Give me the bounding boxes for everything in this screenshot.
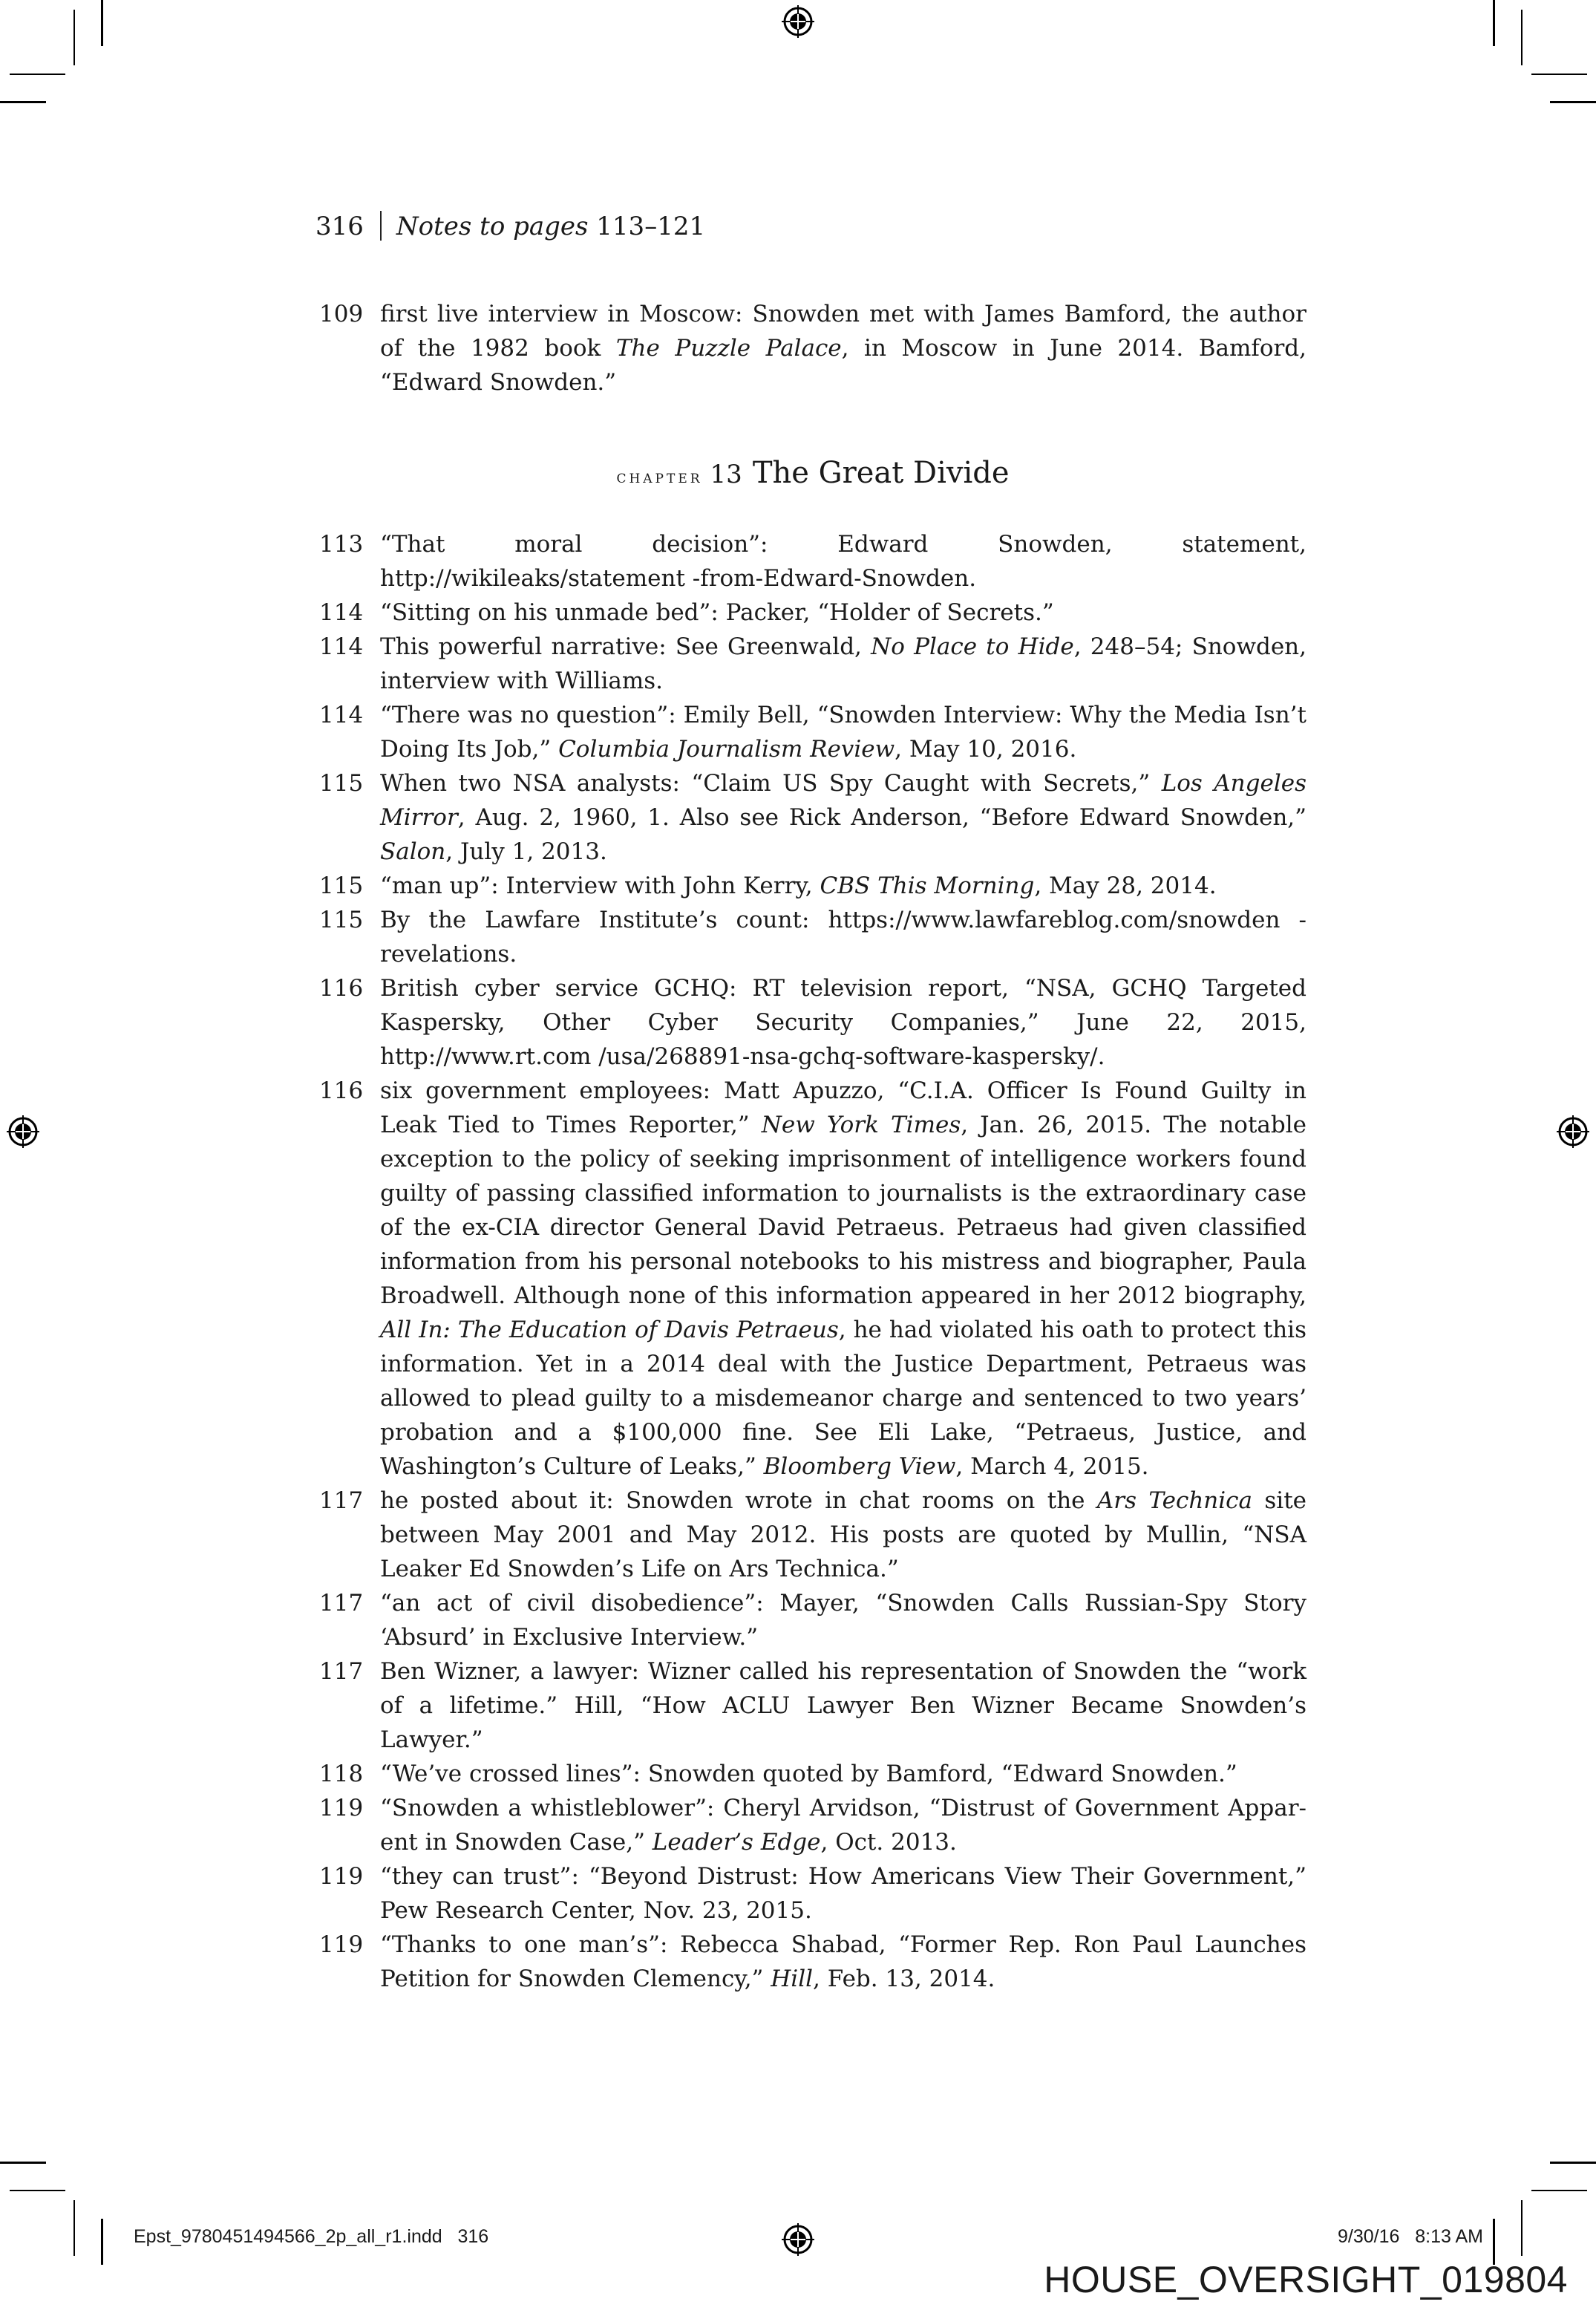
slug-datetime: 9/30/16 8:13 AM [1338,2226,1483,2247]
note-text-segment: , he had violated his oath to protect this information. Yet in a 2014 deal with the Justice Department, Petraeus was allowed to plead guilty to a misdemeanor charge and sentenced to two years’ probation and a $100,000 fine. See Eli Lake, “Petraeus, Justice, and Washington’s Culture of Leaks,” [380,1317,1306,1480]
italic-title: The Puzzle Palace [615,335,842,362]
note-text-segment: When two NSA analysts: “Claim US Spy Caught with Secrets,” [380,770,1162,797]
italic-title: Ars Technica [1096,1487,1253,1514]
chapter-label: chapter [616,466,703,487]
running-head [315,209,705,244]
note-text [380,1859,1306,1928]
note-page-number: 113 [319,531,364,558]
note-entry [319,297,1306,399]
note-text-segment: “We’ve crossed lines”: Snowden quoted by Bamford, “Edward Snowden.” [380,1761,1237,1787]
note-page-number: 119 [319,1795,364,1821]
italic-title: Columbia Journalism Review [558,736,895,763]
note-text [380,766,1306,869]
crop-mark-tr-v-outer [1493,0,1495,46]
crop-mark-tl-h-outer [0,101,46,103]
note-page-number: 119 [319,1863,364,1890]
running-head-range: 113–121 [588,212,706,241]
italic-title: Hill [771,1966,814,1992]
crop-mark-tl-h-inner [10,74,65,75]
italic-title: New York Times [761,1112,961,1138]
note-text [380,1757,1306,1791]
note-text-segment: six government employees: Matt Apuzzo, “C.I.A. Officer Is Found Guilty in Leak Tied to Times Reporter,” [380,1077,1306,1138]
note-page-number: 115 [319,907,364,933]
running-head-title: Notes to pages [396,212,589,241]
note-page-number: 114 [319,633,364,660]
crop-mark-tr-v-inner [1521,10,1523,65]
note-text-segment: “man up”: Interview with John Kerry, [380,872,820,899]
note-text-segment: , March 4, 2015. [955,1453,1149,1480]
note-text-segment: “That moral decision”: Edward Snowden, statement, http://wikileaks/statement -from-Edward-Snowden. [380,531,1306,592]
note-entry [319,903,1306,971]
note-text-segment: first live interview in Moscow: Snowden met with James Bamford, the author of the 1982 book [380,301,1306,362]
note-text-segment: , Feb. 13, 2014. [813,1966,995,1992]
page-number: 316 [315,212,364,241]
note-entry [319,1074,1306,1484]
note-text-segment: he posted about it: Snowden wrote in chat rooms on the [380,1487,1097,1514]
note-text-segment: , Jan. 26, 2015. The notable exception to the policy of seeking imprisonment of intelligence workers found guilty of passing classified information to journalists is the extraordinary case of the ex-CIA director General David Petraeus. Petraeus had given classified information from his personal notebooks to his mistress and biographer, Paula Broadwell. Although none of this information appeared in her 2012 biography, [380,1112,1306,1309]
note-text [380,596,1306,630]
note-entry [319,1928,1306,1996]
note-text-segment: , May 10, 2016. [895,736,1077,763]
running-head-divider [380,211,382,241]
note-text [380,971,1306,1074]
note-entry [319,1859,1306,1928]
note-text-segment: , Oct. 2013. [820,1829,957,1856]
italic-title: Bloomberg View [763,1453,956,1480]
crop-mark-br-v-inner [1521,2200,1523,2256]
note-text-segment: , May 28, 2014. [1034,872,1217,899]
registration-target-icon-top [781,4,815,39]
note-page-number: 118 [319,1761,364,1787]
note-page-number: 115 [319,872,364,899]
note-text [380,1586,1306,1654]
registration-target-icon-right [1556,1115,1590,1149]
note-text-segment: , in Moscow in June 2014. Bamford, “Edward Snowden.” [380,335,1307,396]
note-text [380,1654,1306,1757]
note-text-segment: “Thanks to one man’s”: Rebecca Shabad, “Former Rep. Ron Paul Launches Petition for Snowden Clemency,” [380,1931,1306,1992]
note-text-segment: British cyber service GCHQ: RT television report, “NSA, GCHQ Targeted Kaspersky, Other Cyber Security Companies,” June 22, 2015, http://www.rt.com /usa/268891-nsa-gchq-software-kaspersky/. [380,975,1306,1070]
note-entry [319,1757,1306,1791]
note-page-number: 114 [319,599,364,626]
note-text [380,1074,1306,1484]
crop-mark-br-h-outer [1550,2162,1596,2164]
italic-title: CBS This Morning [820,872,1035,899]
note-page-number: 117 [319,1658,364,1685]
note-text-segment: “Sitting on his unmade bed”: Packer, “Holder of Secrets.” [380,599,1054,626]
note-page-number: 114 [319,702,364,728]
registration-target-icon-left [6,1115,40,1149]
note-entry [319,869,1306,903]
note-text [380,698,1306,766]
note-entry [319,1654,1306,1757]
note-entry [319,1586,1306,1654]
crop-mark-tl-v-inner [73,10,75,65]
note-page-number: 117 [319,1487,364,1514]
note-page-number: 119 [319,1931,364,1958]
notes-list-pre [319,297,1306,399]
slug-filename: Epst_9780451494566_2p_all_r1.indd 316 [134,2226,489,2247]
italic-title: No Place to Hide [871,633,1074,660]
note-text [380,1928,1306,1996]
note-text-segment: By the Lawfare Institute’s count: https://www.lawfareblog.com/snowden -revelations. [380,907,1306,968]
note-entry [319,1791,1306,1859]
note-text-segment: Ben Wizner, a lawyer: Wizner called his representation of Snowden the “work of a lifetime.” Hill, “How ACLU Lawyer Ben Wizner Became Snowden’s Lawyer.” [380,1658,1306,1753]
note-entry [319,527,1306,596]
note-page-number: 116 [319,975,364,1002]
crop-mark-bl-v-outer [101,2219,103,2265]
chapter-title: The Great Divide [752,456,1010,490]
note-text [380,1791,1306,1859]
note-text [380,527,1306,596]
note-page-number: 115 [319,770,364,797]
note-entry [319,698,1306,766]
registration-target-icon-bottom [781,2222,815,2257]
crop-mark-bl-h-inner [10,2190,65,2191]
note-text-segment: , Aug. 2, 1960, 1. Also see Rick Anderson, “Before Edward Snowden,” [457,804,1306,831]
crop-mark-br-h-inner [1531,2190,1587,2191]
note-entry [319,1484,1306,1586]
chapter-number: 13 [710,460,742,489]
note-text-segment: “an act of civil disobedience”: Mayer, “Snowden Calls Russian-Spy Story ‘Absurd’ in Exclusive Interview.” [380,1590,1306,1651]
note-text-segment: This powerful narrative: See Greenwald, [380,633,871,660]
note-page-number: 117 [319,1590,364,1617]
note-text-segment: , 248–54; Snowden, interview with Williams. [380,633,1306,694]
crop-mark-bl-v-inner [73,2200,75,2256]
crop-mark-tl-v-outer [101,0,103,46]
note-text-segment: site between May 2001 and May 2012. His posts are quoted by Mullin, “NSA Leaker Ed Snowden’s Life on Ars Technica.” [380,1487,1306,1582]
note-entry [319,596,1306,630]
note-text [380,297,1306,399]
bates-number: HOUSE_OVERSIGHT_019804 [1044,2259,1568,2300]
note-page-number: 109 [319,301,364,327]
crop-mark-tr-h-inner [1531,74,1587,75]
note-text [380,1484,1306,1586]
crop-mark-bl-h-outer [0,2162,46,2164]
note-entry [319,766,1306,869]
note-text [380,630,1306,698]
note-page-number: 116 [319,1077,364,1104]
note-text-segment: “Snowden a whistleblower”: Cheryl Arvidson, “Distrust of Government Apparent in Snowden Case,” [380,1795,1306,1856]
italic-title: Salon [380,838,446,865]
note-entry [319,971,1306,1074]
note-text-segment: “There was no question”: Emily Bell, “Snowden Interview: Why the Media Isn’t Doing Its Job,” [380,702,1306,763]
chapter-heading [319,456,1306,490]
note-entry [319,630,1306,698]
italic-title: Leader’s Edge [652,1829,821,1856]
note-text [380,903,1306,971]
note-text-segment: , July 1, 2013. [445,838,607,865]
note-text-segment: “they can trust”: “Beyond Distrust: How Americans View Their Government,” Pew Research Center, Nov. 23, 2015. [380,1863,1306,1924]
italic-title: Los Angeles Mirror [380,770,1306,831]
crop-mark-tr-h-outer [1550,101,1596,103]
notes-list [319,527,1306,1996]
note-text [380,869,1306,903]
italic-title: All In: The Education of Davis Petraeus [380,1317,839,1343]
